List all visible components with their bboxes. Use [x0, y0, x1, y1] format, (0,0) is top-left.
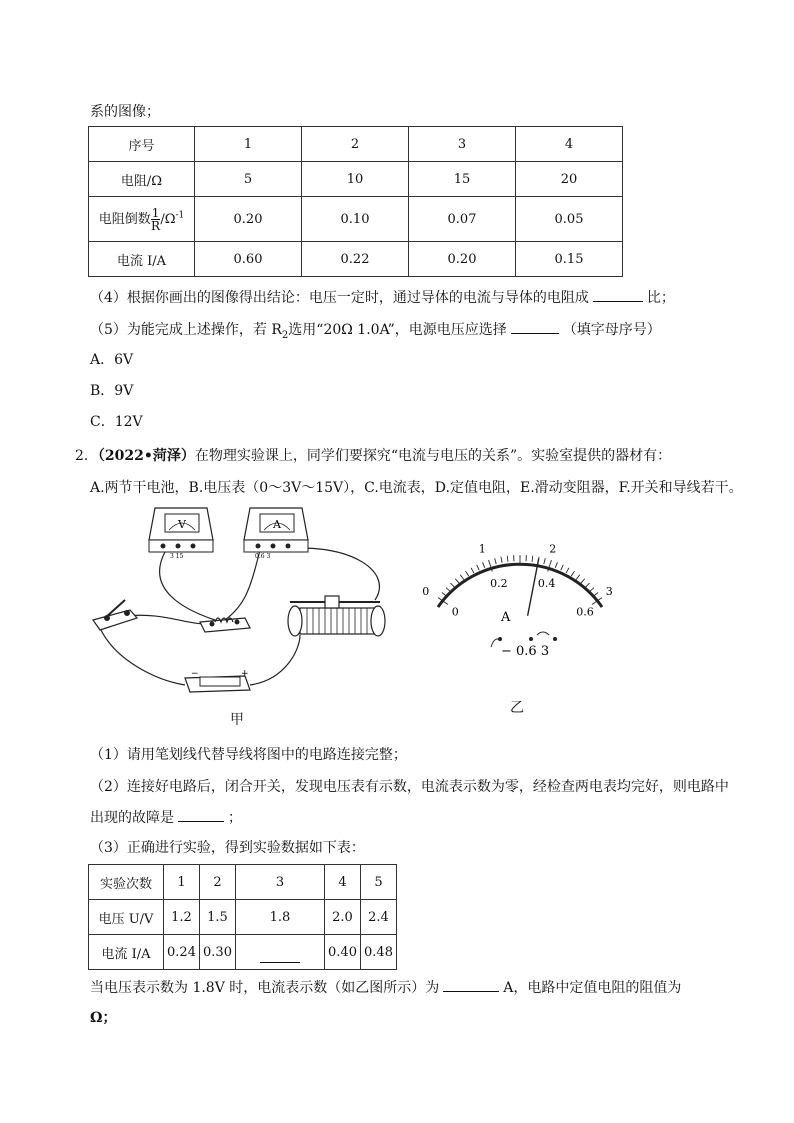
question-5-tail: （填字母序号）: [562, 322, 661, 338]
table-cell: 10: [302, 162, 409, 197]
fraction-numerator: 1: [151, 205, 160, 220]
question-2-text: 出现的故障是: [90, 810, 174, 826]
table-cell: 0.07: [409, 197, 516, 242]
subscript: 2: [281, 329, 289, 341]
table-cell: 1.8: [236, 900, 325, 935]
dial-tick: [571, 571, 574, 576]
table-cell: 0.05: [516, 197, 623, 242]
fraction: [151, 207, 161, 232]
table-cell: 1: [164, 865, 200, 900]
table-cell: 0.10: [302, 197, 409, 242]
problem-2-header: [75, 446, 671, 466]
final-question: [90, 977, 681, 998]
table-cell: 5: [195, 162, 302, 197]
dial-tick: [451, 583, 455, 587]
option-c[interactable]: C．12V: [90, 414, 143, 430]
outer-tick-labels: [422, 543, 612, 598]
voltmeter-terminals: 3 15: [170, 553, 184, 560]
reciprocal-exponent: -1: [175, 210, 185, 221]
dial-tick: [442, 593, 447, 597]
question-5-text: （5）为能完成上述操作，若 R: [90, 322, 282, 338]
problem-source: （2022•菏泽）: [97, 448, 195, 464]
table-cell: 0.60: [195, 242, 302, 277]
dial-arc: [438, 564, 602, 607]
dial-tick: [566, 568, 569, 573]
table-row: [89, 127, 623, 162]
question-2: （2）连接好电路后，闭合开关，发现电压表有示数，电流表示数为零，经检查两电表均完好，则电路中: [90, 779, 729, 795]
table-cell: 0.15: [516, 242, 623, 277]
question-3: （3）正确进行实验，得到实验数据如下表：: [90, 840, 365, 856]
terminal-icon: [553, 637, 557, 641]
wire-curl-icon: [537, 632, 549, 635]
switch-icon: [93, 600, 137, 630]
reciprocal-label-cell: [89, 197, 195, 242]
answer-blank[interactable]: [593, 287, 643, 302]
table-row: [89, 162, 623, 197]
battery-plus: +: [241, 669, 249, 679]
dial-tick: [589, 588, 593, 592]
table-cell: 电压 U/V: [89, 900, 164, 935]
table-cell: 0.20: [195, 197, 302, 242]
dial-tick: [544, 558, 546, 564]
table-cell: 2: [200, 865, 236, 900]
ammeter-icon: [244, 508, 308, 560]
battery-minus: −: [191, 669, 199, 679]
answer-blank[interactable]: [178, 807, 224, 822]
table-cell: 电流 I/A: [89, 935, 164, 970]
question-1: （1）请用笔划线代替导线将图中的电路连接完整；: [90, 747, 407, 763]
dial-tick: [471, 568, 474, 573]
table-cell: 0.20: [409, 242, 516, 277]
reciprocal-label: 电阻倒数: [98, 211, 151, 227]
table-cell: 20: [516, 162, 623, 197]
question-4-tail: 比；: [646, 290, 675, 306]
table-cell: 4: [516, 127, 623, 162]
dial-tick: [495, 558, 497, 564]
ammeter-dial-figure-yi: [405, 525, 635, 660]
outer-tick-label: 0: [422, 584, 430, 598]
table-row: [89, 242, 623, 277]
outer-tick-label: 1: [478, 542, 486, 556]
table-cell: 3: [409, 127, 516, 162]
table-cell: 序号: [89, 127, 195, 162]
question-2-cont: [90, 807, 242, 828]
answer-blank[interactable]: [511, 319, 559, 334]
problem-2-text: 在物理实验课上，同学们要探究“电流与电压的关系”。实验室提供的器材有：: [194, 448, 672, 464]
table-cell: 电阻/Ω: [89, 162, 195, 197]
final-question-text: 当电压表示数为 1.8V 时，电流表示数（如乙图所示）为: [90, 980, 440, 996]
table-row: [89, 900, 397, 935]
dial-tick: [477, 565, 480, 570]
dial-tick: [555, 562, 557, 568]
dial-tick: [455, 579, 459, 584]
table-row: [89, 865, 397, 900]
rheostat-icon: [288, 596, 385, 636]
table-cell: 0.30: [200, 935, 236, 970]
table-cell: 5: [361, 865, 397, 900]
question-5-text-b: 选用“20Ω 1.0A”，电源电压应选择: [288, 322, 507, 338]
table-row: [89, 197, 623, 242]
dial-ticks: [438, 555, 602, 605]
table-cell: 15: [409, 162, 516, 197]
dial-tick: [466, 571, 469, 576]
table-cell: 3: [236, 865, 325, 900]
experiment-table: [88, 864, 397, 970]
intro-text: 系的图像；: [90, 104, 160, 120]
dial-tick: [532, 556, 533, 562]
table-cell: 0.24: [164, 935, 200, 970]
resistance-table: [88, 126, 623, 277]
dial-tick: [446, 588, 450, 592]
voltmeter-icon: [149, 508, 213, 560]
table-cell: 0.48: [361, 935, 397, 970]
inner-tick-labels: [452, 577, 594, 619]
table-cell: 4: [325, 865, 361, 900]
answer-blank[interactable]: [260, 948, 300, 963]
table-cell: 0.22: [302, 242, 409, 277]
question-2-tail: ；: [228, 810, 242, 826]
voltmeter-letter: V: [178, 518, 186, 531]
materials-list: A.两节干电池，B.电压表（0～3V～15V），C.电流表，D.定值电阻，E.滑动变阻器，F.开关和导线若干。: [90, 480, 743, 496]
circuit-figure-jia: [85, 500, 395, 730]
table-cell: 电流 I/A: [89, 242, 195, 277]
option-b[interactable]: B．9V: [90, 383, 134, 399]
dial-tick: [581, 579, 585, 584]
dial-tick: [561, 565, 564, 570]
table-cell: 0.40: [325, 935, 361, 970]
final-question-tail: Ω；: [90, 1010, 117, 1026]
terminal-icon: [498, 637, 502, 641]
dial-tick: [593, 593, 598, 597]
terminal-icon: [529, 637, 533, 641]
table-cell: 1.2: [164, 900, 200, 935]
outer-tick-label: 2: [549, 542, 557, 556]
table-cell: 2.4: [361, 900, 397, 935]
ammeter-letter: A: [273, 518, 281, 531]
figure-jia-caption: 甲: [230, 712, 244, 728]
resistor-icon: [200, 618, 250, 632]
dial-tick: [507, 556, 508, 562]
table-cell: 2.0: [325, 900, 361, 935]
inner-tick-label: 0.2: [490, 576, 508, 590]
table-cell: 2: [302, 127, 409, 162]
ammeter-terminals: 0.6 3: [255, 553, 271, 560]
outer-tick-label: 3: [605, 584, 613, 598]
reciprocal-unit: /Ω: [160, 211, 176, 227]
table-row: [89, 935, 397, 970]
dial-tick: [501, 557, 502, 563]
table-cell: 实验次数: [89, 865, 164, 900]
option-a[interactable]: A．6V: [90, 352, 134, 368]
final-question-text-b: A，电路中定值电阻的阻值为: [503, 980, 682, 996]
fraction-denominator: R: [151, 218, 161, 233]
table-cell: 1.5: [200, 900, 236, 935]
inner-tick-label: 0.4: [537, 576, 556, 590]
dial-tick: [483, 562, 485, 568]
table-cell: 1: [195, 127, 302, 162]
dial-terminals-label: − 0.6 3: [501, 644, 550, 659]
inner-tick-label: 0: [451, 605, 459, 619]
question-4: [90, 287, 675, 308]
figure-yi-caption: 乙: [510, 700, 524, 716]
question-4-text: （4）根据你画出的图像得出结论：电压一定时，通过导体的电流与导体的电阻成: [90, 290, 589, 306]
inner-tick-label: 0.6: [576, 605, 594, 619]
battery-icon: [185, 669, 250, 692]
question-5: [90, 319, 661, 346]
problem-number: 2．: [75, 448, 98, 464]
table-cell: [236, 935, 325, 970]
answer-blank[interactable]: [443, 977, 499, 992]
dial-unit-label: A: [501, 610, 511, 625]
dial-tick: [585, 583, 589, 587]
